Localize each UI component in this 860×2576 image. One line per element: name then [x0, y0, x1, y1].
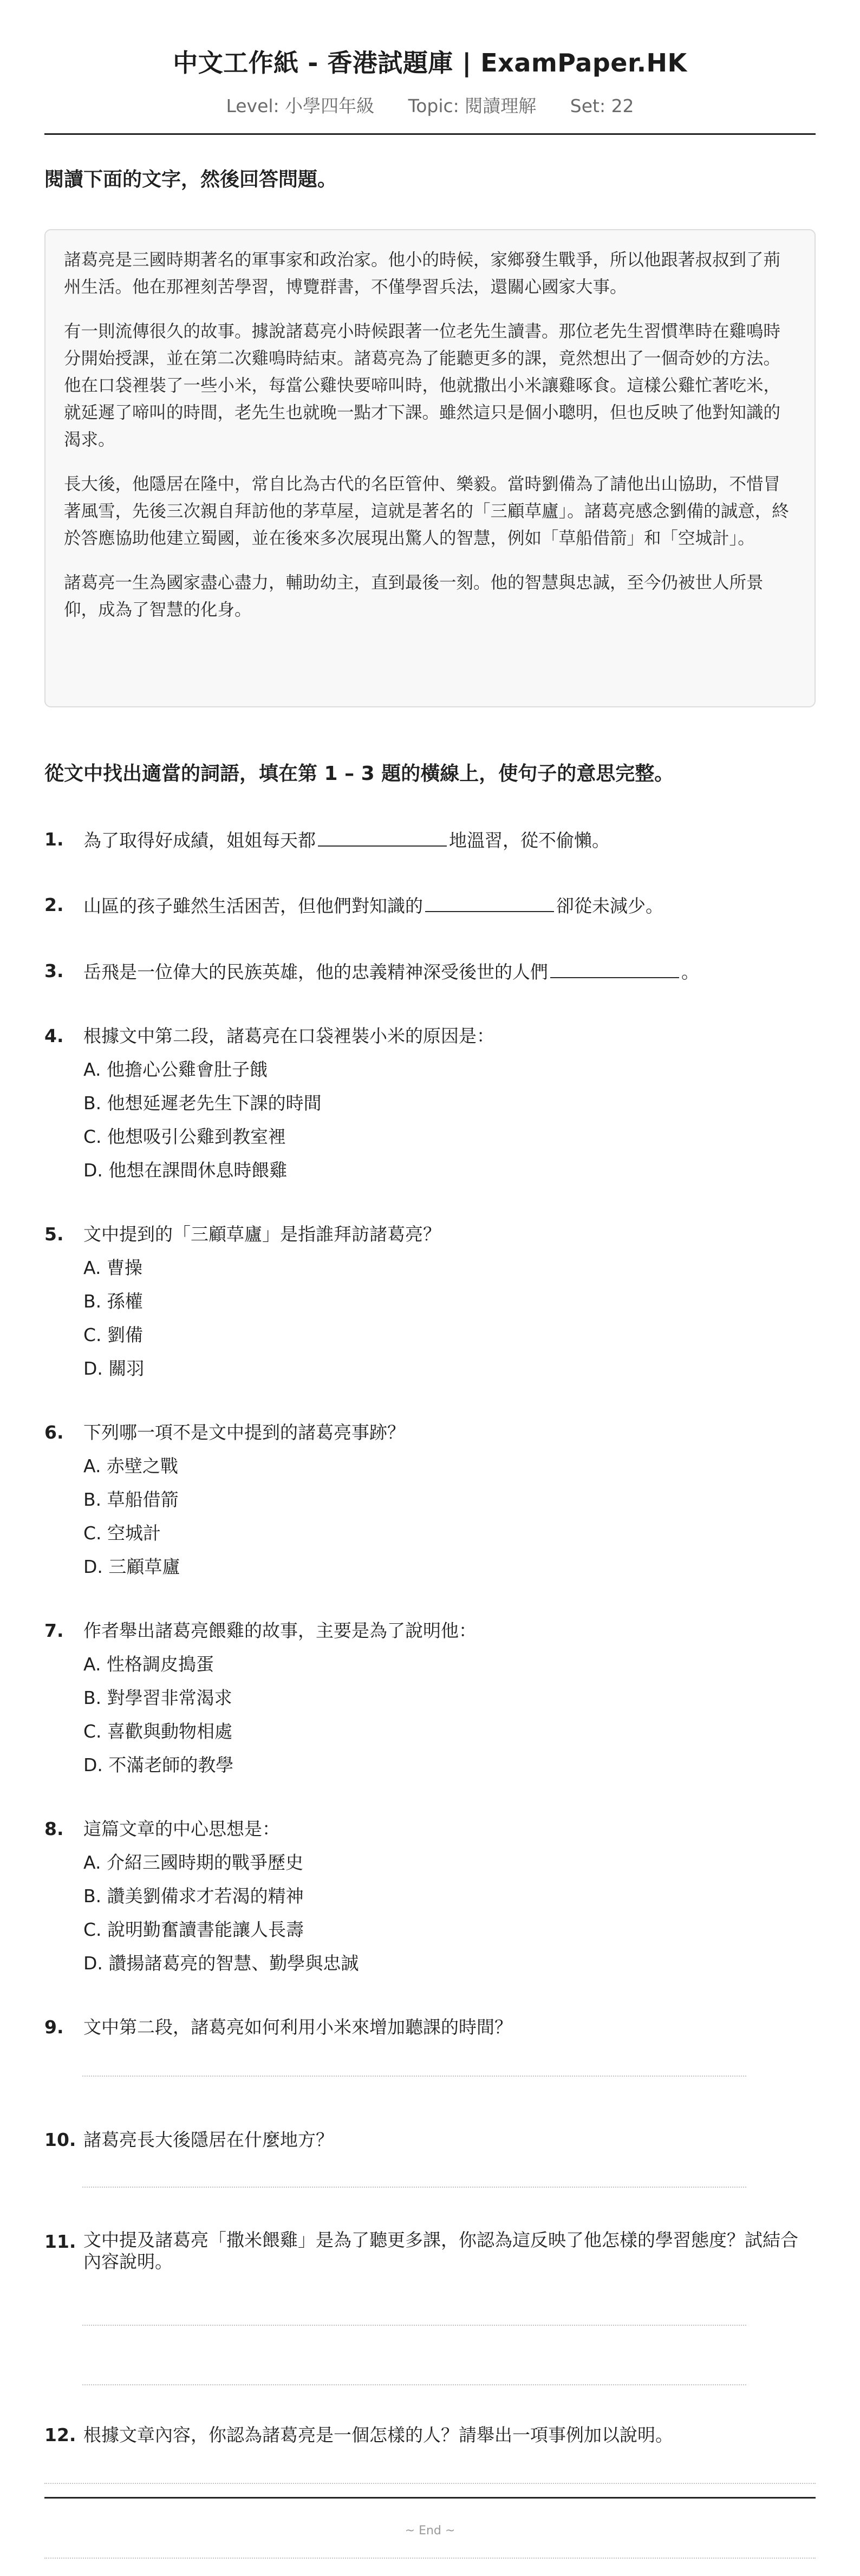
answer-line[interactable]	[82, 2325, 746, 2326]
option-d[interactable]: D. 關羽	[83, 1358, 145, 1379]
passage-paragraph: 諸葛亮一生為國家盡心盡力，輔助幼主，直到最後一刻。他的智慧與忠誠，至今仍被世人所景仰，成為了智慧的化身。	[64, 573, 764, 620]
reading-instruction: 閱讀下面的文字，然後回答問題。	[44, 168, 337, 191]
answer-blank[interactable]	[425, 893, 554, 912]
question-2	[44, 893, 816, 919]
option-a[interactable]: A. 介紹三國時期的戰爭歷史	[83, 1852, 303, 1873]
question-number: 1.	[44, 829, 64, 850]
question-8	[44, 1817, 816, 1976]
option-c[interactable]: C. 喜歡與動物相處	[83, 1721, 233, 1742]
option-d[interactable]: D. 他想在課間休息時餵雞	[83, 1160, 288, 1181]
option-b[interactable]: B. 孫權	[83, 1291, 143, 1312]
question-number: 4.	[44, 1025, 64, 1046]
question-text: 作者舉出諸葛亮餵雞的故事，主要是為了說明他：	[83, 1620, 477, 1641]
option-c[interactable]: C. 說明勤奮讀書能讓人長壽	[83, 1919, 304, 1940]
question-1	[44, 827, 816, 853]
question-text: 文中提到的「三顧草廬」是指誰拜訪諸葛亮？	[83, 1224, 441, 1245]
question-text: 根據文中第二段，諸葛亮在口袋裡裝小米的原因是：	[83, 1025, 494, 1046]
question-number: 6.	[44, 1422, 64, 1443]
question-text: 下列哪一項不是文中提到的諸葛亮事跡？	[83, 1422, 405, 1443]
option-c[interactable]: C. 空城計	[83, 1523, 161, 1544]
question-number: 8.	[44, 1818, 64, 1839]
question-number: 2.	[44, 894, 64, 915]
option-a[interactable]: A. 性格調皮搗蛋	[83, 1654, 214, 1675]
option-c[interactable]: C. 他想吸引公雞到教室裡	[83, 1126, 286, 1147]
answer-line[interactable]	[82, 2384, 746, 2385]
answer-line[interactable]	[82, 2076, 746, 2077]
question-number: 3.	[44, 960, 64, 981]
question-5	[44, 1222, 816, 1381]
question-7	[44, 1618, 816, 1778]
question-text: 卻從未減少。	[556, 895, 663, 916]
passage-paragraph: 長大後，他隱居在隆中，常自比為古代的名臣管仲、樂毅。當時劉備為了請他出山協助，不惜冒著風雪，先後三次親自拜訪他的茅草屋，這就是著名的「三顧草廬」。諸葛亮感念劉備的誠意，終於答應協助他建立蜀國，並在後來多次展現出驚人的智慧，例如「草船借箭」和「空城計」。	[64, 474, 789, 548]
question-number: 11.	[44, 2231, 76, 2252]
question-text: 為了取得好成績，姐姐每天都	[83, 830, 316, 851]
set-label: Set: 22	[570, 95, 634, 116]
question-number: 7.	[44, 1620, 64, 1641]
worksheet-meta	[0, 92, 860, 118]
passage-paragraph: 諸葛亮是三國時期著名的軍事家和政治家。他小的時候，家鄉發生戰爭，所以他跟著叔叔到了荊州生活。他在那裡刻苦學習，博覽群書，不僅學習兵法，還關心國家大事。	[64, 250, 781, 297]
reading-passage	[44, 229, 816, 707]
question-3	[44, 959, 816, 985]
footer-divider	[44, 2497, 816, 2499]
option-a[interactable]: A. 曹操	[83, 1257, 142, 1278]
answer-line[interactable]	[44, 2483, 816, 2484]
question-6	[44, 1420, 816, 1579]
worksheet-title: 中文工作紙 - 香港試題庫 | ExamPaper.HK	[173, 48, 687, 77]
option-d[interactable]: D. 三顧草廬	[83, 1556, 180, 1577]
end-marker: ~ End ~	[405, 2524, 455, 2538]
answer-line[interactable]	[82, 2187, 746, 2188]
worksheet-header	[0, 43, 860, 118]
option-d[interactable]: D. 讚揚諸葛亮的智慧、勤學與忠誠	[83, 1953, 359, 1974]
question-text: 諸葛亮長大後隱居在什麼地方？	[83, 2129, 334, 2150]
fill-in-instruction: 從文中找出適當的詞語，填在第 1 – 3 題的橫線上，使句子的意思完整。	[44, 763, 674, 785]
option-b[interactable]: B. 他想延遲老先生下課的時間	[83, 1092, 322, 1114]
option-d[interactable]: D. 不滿老師的教學	[83, 1754, 234, 1775]
question-text: 。	[681, 961, 699, 983]
header-divider	[44, 133, 816, 135]
passage-paragraph: 有一則流傳很久的故事。據說諸葛亮小時候跟著一位老先生讀書。那位老先生習慣準時在雞鳴時分開始授課，並在第二次雞鳴時結束。諸葛亮為了能聽更多的課，竟然想出了一個奇妙的方法。他在口袋裡裝了一些小米，每當公雞快要啼叫時，他就撒出小米讓雞啄食。這樣公雞忙著吃米，就延遲了啼叫的時間，老先生也就晚一點才下課。雖然這只是個小聰明，但也反映了他對知識的渴求。	[64, 322, 781, 450]
question-text: 這篇文章的中心思想是：	[83, 1818, 280, 1839]
option-b[interactable]: B. 讚美劉備求才若渴的精神	[83, 1885, 304, 1907]
question-text: 文中第二段，諸葛亮如何利用小米來增加聽課的時間？	[83, 2016, 512, 2038]
question-text: 地溫習，從不偷懶。	[449, 830, 610, 851]
question-number: 9.	[44, 2016, 64, 2038]
answer-line[interactable]	[44, 2558, 816, 2559]
option-a[interactable]: A. 他擔心公雞會肚子餓	[83, 1059, 268, 1080]
answer-blank[interactable]	[550, 959, 679, 978]
question-9	[44, 2015, 816, 2040]
question-text: 文中提及諸葛亮「撒米餵雞」是為了聽更多課，你認為這反映了他怎樣的學習態度？試結合內容說明。	[83, 2229, 798, 2272]
topic-label: Topic: 閱讀理解	[408, 95, 537, 116]
question-text: 岳飛是一位偉大的民族英雄，他的忠義精神深受後世的人們	[83, 961, 548, 983]
answer-blank[interactable]	[318, 827, 447, 847]
option-c[interactable]: C. 劉備	[83, 1324, 144, 1345]
question-number: 10.	[44, 2129, 76, 2150]
option-b[interactable]: B. 草船借箭	[83, 1489, 179, 1510]
question-12	[44, 2423, 816, 2448]
option-a[interactable]: A. 赤壁之戰	[83, 1455, 178, 1476]
level-label: Level: 小學四年級	[226, 95, 375, 116]
question-10	[44, 2128, 816, 2152]
question-text: 山區的孩子雖然生活困苦，但他們對知識的	[83, 895, 423, 916]
question-text: 根據文章內容，你認為諸葛亮是一個怎樣的人？請舉出一項事例加以說明。	[83, 2424, 673, 2445]
option-b[interactable]: B. 對學習非常渴求	[83, 1687, 232, 1708]
question-11	[44, 2229, 816, 2273]
question-number: 5.	[44, 1224, 64, 1245]
question-number: 12.	[44, 2424, 76, 2445]
question-4	[44, 1024, 816, 1183]
